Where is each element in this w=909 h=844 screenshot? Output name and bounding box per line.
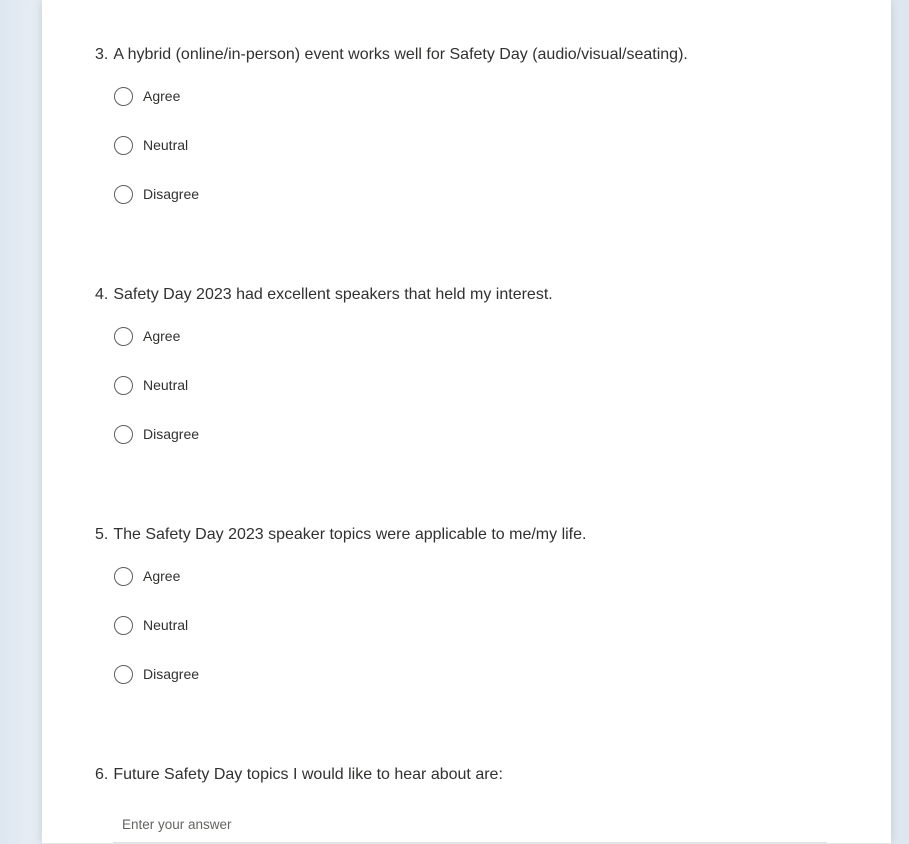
option-label: Disagree bbox=[143, 426, 200, 442]
question-number: 4. bbox=[95, 286, 109, 303]
radio-option-disagree[interactable] bbox=[114, 425, 199, 444]
form-card bbox=[42, 0, 891, 844]
radio-button-icon[interactable] bbox=[114, 87, 133, 106]
question-5 bbox=[42, 525, 891, 684]
question-number: 3. bbox=[95, 46, 109, 63]
choice-options bbox=[42, 567, 891, 684]
question-number: 5. bbox=[95, 526, 109, 543]
option-label: Neutral bbox=[143, 617, 189, 633]
radio-option-agree[interactable] bbox=[114, 327, 180, 346]
question-text: Future Safety Day topics I would like to hear about are: bbox=[113, 766, 503, 783]
choice-options bbox=[42, 327, 891, 444]
question-title bbox=[42, 765, 891, 785]
question-text: Safety Day 2023 had excellent speakers that held my interest. bbox=[113, 286, 553, 303]
radio-button-icon[interactable] bbox=[114, 185, 133, 204]
radio-option-neutral[interactable] bbox=[114, 136, 188, 155]
option-label: Neutral bbox=[143, 137, 189, 153]
radio-button-icon[interactable] bbox=[114, 616, 133, 635]
question-title bbox=[42, 285, 891, 305]
question-text: The Safety Day 2023 speaker topics were applicable to me/my life. bbox=[113, 526, 587, 543]
text-answer-area bbox=[42, 806, 891, 843]
question-number: 6. bbox=[95, 766, 109, 783]
question-text: A hybrid (online/in-person) event works well for Safety Day (audio/visual/seating). bbox=[113, 46, 688, 63]
question-title bbox=[42, 45, 891, 65]
radio-option-agree[interactable] bbox=[114, 87, 180, 106]
question-6 bbox=[42, 765, 891, 843]
radio-button-icon[interactable] bbox=[114, 136, 133, 155]
radio-button-icon[interactable] bbox=[114, 425, 133, 444]
radio-button-icon[interactable] bbox=[114, 327, 133, 346]
option-label: Disagree bbox=[143, 666, 200, 682]
radio-option-neutral[interactable] bbox=[114, 376, 188, 395]
option-label: Disagree bbox=[143, 186, 200, 202]
question-3 bbox=[42, 45, 891, 204]
question-4 bbox=[42, 285, 891, 444]
option-label: Neutral bbox=[143, 377, 189, 393]
radio-option-disagree[interactable] bbox=[114, 185, 199, 204]
option-label: Agree bbox=[143, 328, 181, 344]
radio-option-disagree[interactable] bbox=[114, 665, 199, 684]
radio-button-icon[interactable] bbox=[114, 567, 133, 586]
answer-text-input[interactable] bbox=[113, 806, 827, 843]
radio-button-icon[interactable] bbox=[114, 376, 133, 395]
option-label: Agree bbox=[143, 568, 181, 584]
radio-option-neutral[interactable] bbox=[114, 616, 188, 635]
question-title bbox=[42, 525, 891, 545]
choice-options bbox=[42, 87, 891, 204]
option-label: Agree bbox=[143, 88, 181, 104]
radio-option-agree[interactable] bbox=[114, 567, 180, 586]
radio-button-icon[interactable] bbox=[114, 665, 133, 684]
